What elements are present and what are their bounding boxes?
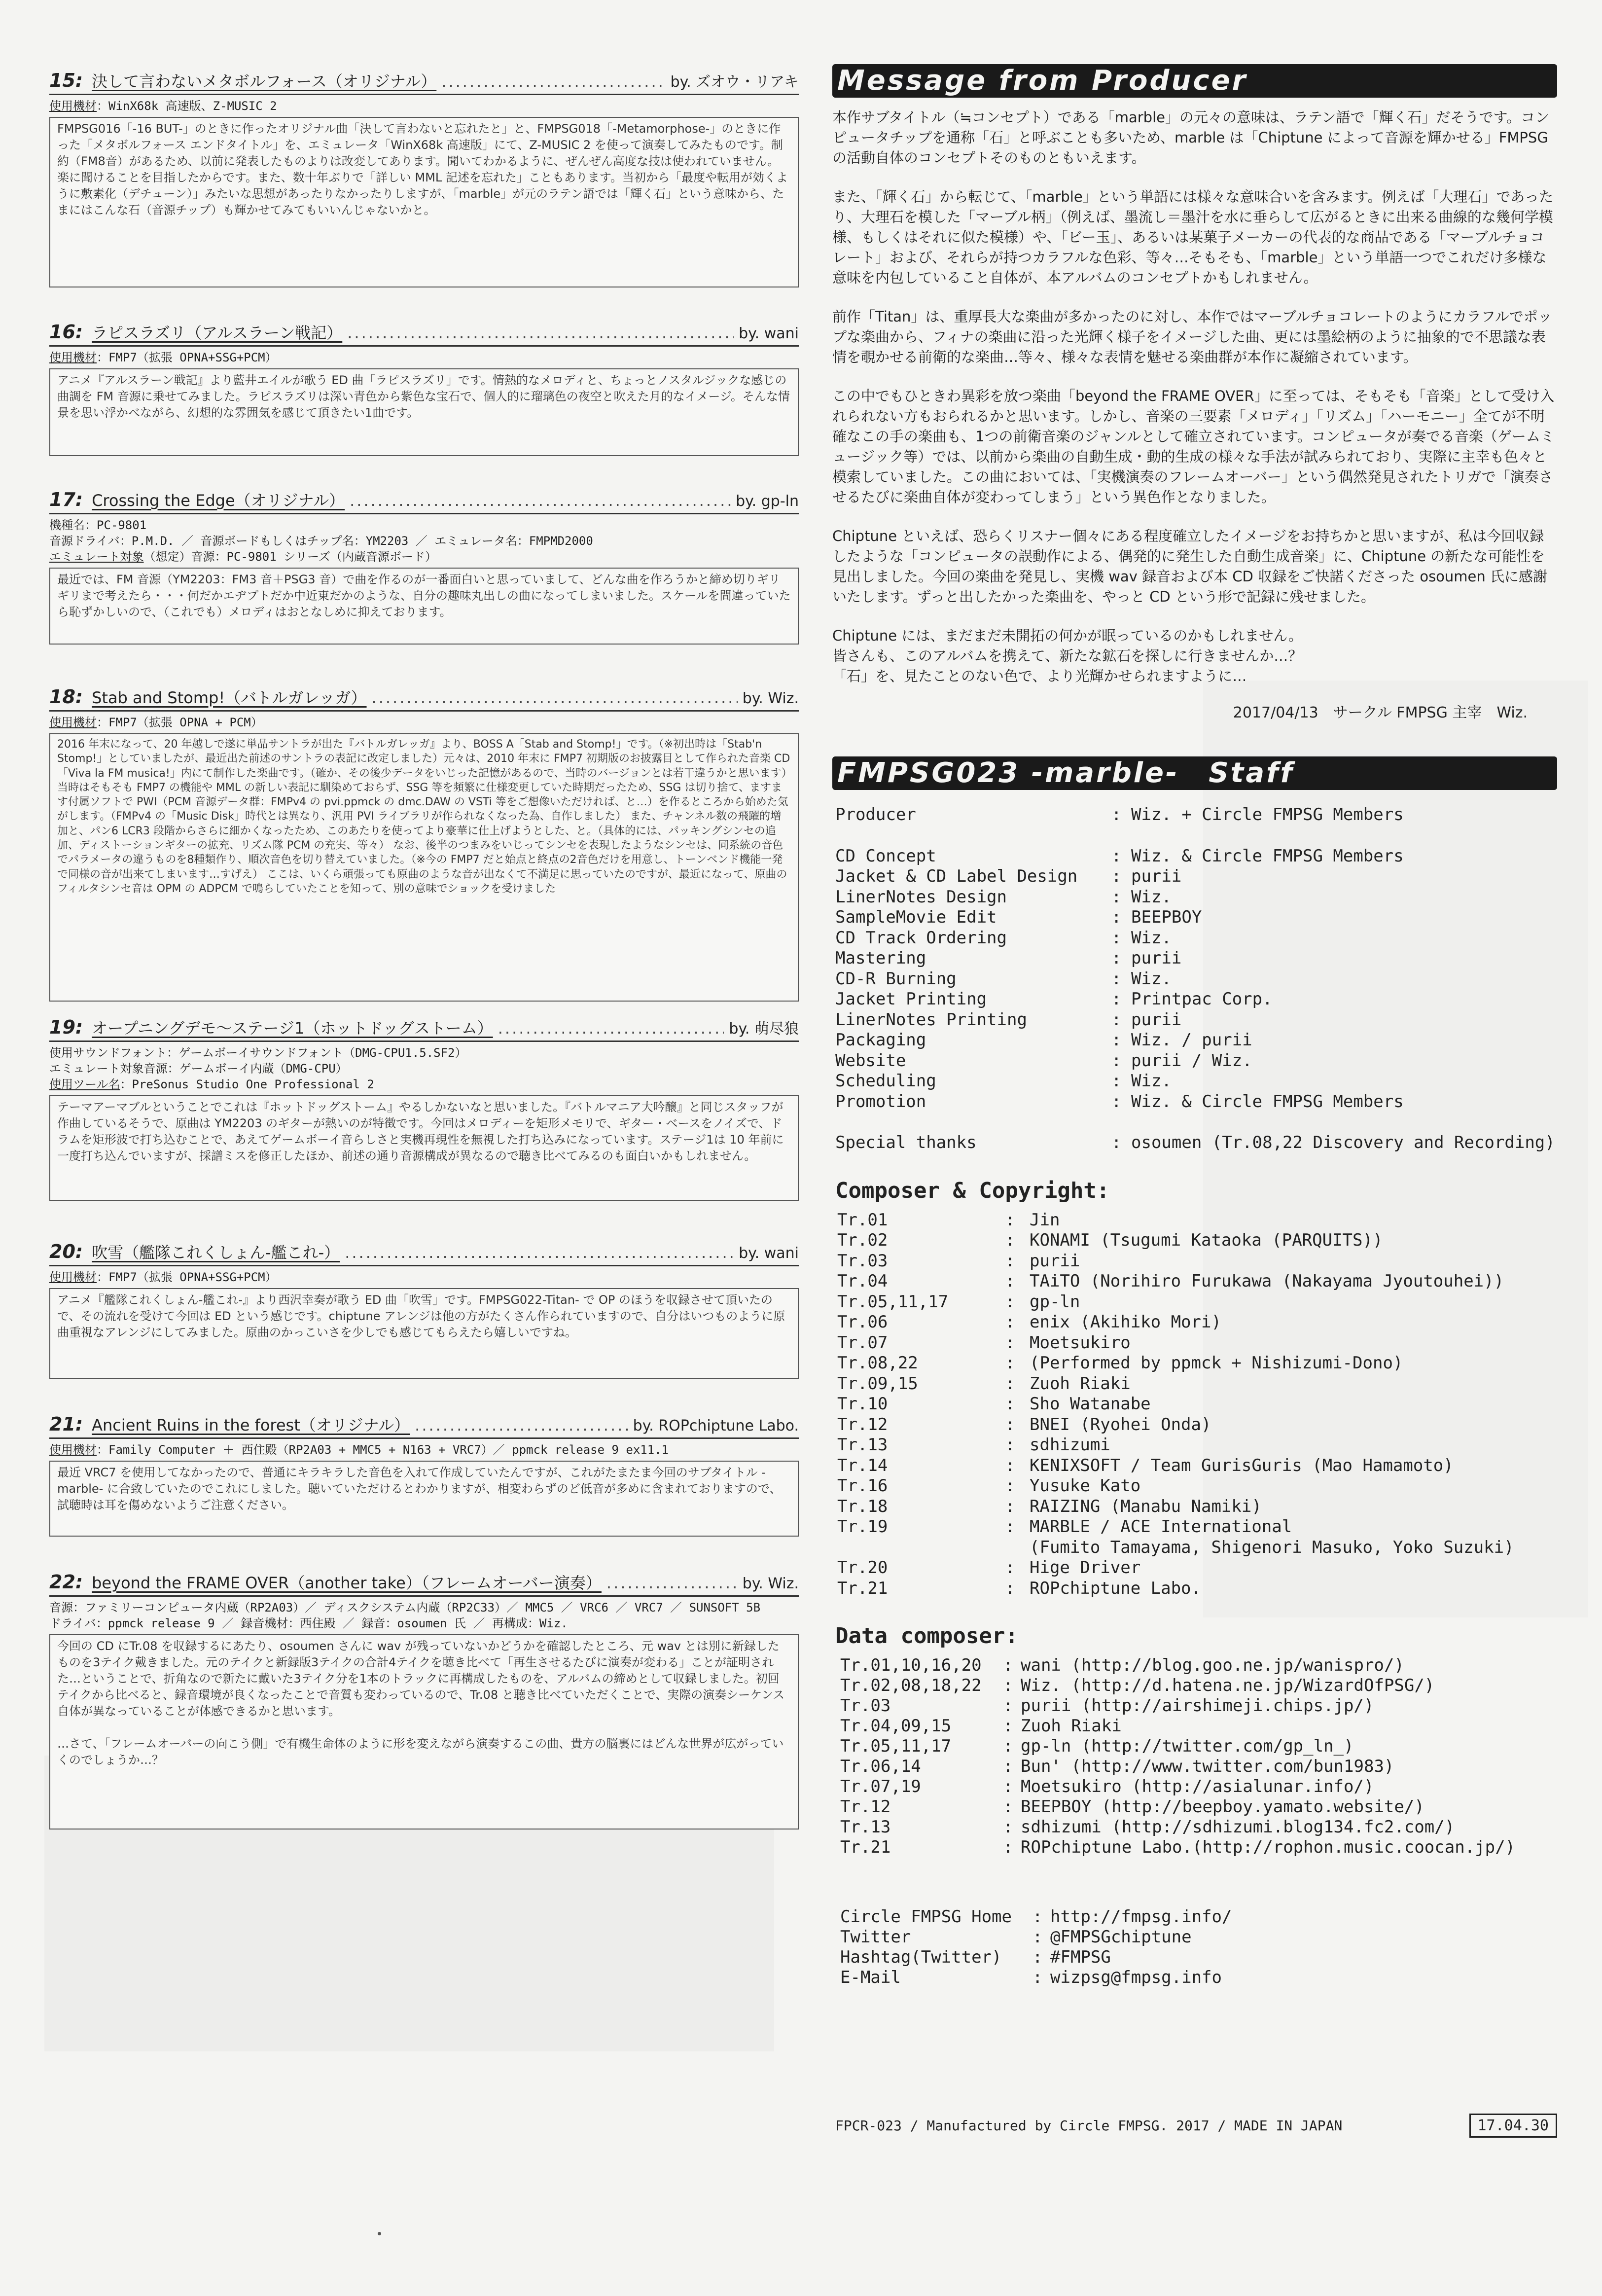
composer-row: Tr.01 : Jin [837,1210,1060,1230]
info-row: Circle FMPSG Home : http://fmpsg.info/ [840,1907,1232,1927]
homepage-link[interactable]: http://fmpsg.info/ [1050,1907,1232,1927]
staff-row: Website : purii / Wiz. [835,1050,1252,1071]
message-paragraph: Chiptune には、まだまだ未開拓の何かが眠っているのかもしれません。 皆さんも、このアルバムを携えて、新たな鉱石を探しに行きませんか…？ 「石」を、見たことのない色で、より光輝かせられますように… [832,627,1303,684]
print-date: 17.04.30 [1469,2114,1558,2138]
staff-row: LinerNotes Printing : purii [835,1009,1182,1030]
track-equipment [49,1269,799,1285]
composer-row: Tr.13 : sdhizumi [837,1435,1110,1455]
dot-leader [345,1243,734,1262]
staff-row: Jacket Printing : Printpac Corp. [835,989,1273,1009]
equipment-line: 使用機材：FMP7（拡張 OPNA + PCM） [49,716,263,729]
message-signature: 2017/04/13 サークル FMPSG 主宰 Wiz. [1233,704,1528,721]
message-paragraph: 前作「Titan」は、重厚長大な楽曲が多かったのに対し、本作ではマーブルチョコレートのようにカラフルでポップな楽曲から、フィナの楽曲に沿った光輝く様子をイメージした曲、更には墨絵柄のように抽象的で不思議な表情を覗かせる前衛的な楽曲…等々、様々な表情を魅せる楽曲群が本作に凝縮されています。 [832,308,1552,365]
spacer [835,1112,1557,1133]
message-paragraph: 本作サブタイトル（≒コンセプト）である「marble」の元々の意味は、ラテン語で「輝く石」だそうです。コンピュータチップを通称「石」と呼ぶことも多いため、marble は「Chiptune によって音源を輝かせる」FMPSG の活動自体のコンセプトそのものともいえます。 [832,109,1550,166]
track-description: テーマアーマブルということでこれは『ホットドッグストーム』やるしかないなと思いました。『バトルマニア大吟醸』と同じスタッフが作曲しているそうで、原曲は YM2203 のギターが熱いのが特徴です。今回はメロディーを矩形メモリで、ギター・ベースをノイズで、ドラムを矩形波で打ち込むことで、あえてゲームボーイ音らしさと実機再現性を無視した打ち込みになっています。ステージ1は 10 年前に一度打ち込んでいますが、採譜ミスを修正したほか、前述の通り音源構成が異なるので聴き比べてみるのも面白いかもしれません。 [49,1095,799,1201]
composer-row: Tr.16 : Yusuke Kato [837,1476,1141,1496]
track-title: Stab and Stomp!（バトルガレッガ） [92,688,367,707]
data-composer-list [840,1655,1557,1858]
track-credit: by. Wiz. [742,1575,799,1592]
track-number: 21: [49,1413,83,1435]
data-composer-row: Tr.02,08,18,22 : Wiz. (http://d.hatena.ne.jp/WizardOfPSG/) [840,1676,1435,1695]
track-note [49,1571,799,1847]
track-header [49,1016,799,1042]
composer-row: Tr.14 : KENIXSOFT / Team GurisGuris (Mao Hamamoto) [837,1455,1454,1475]
track-note [49,69,799,301]
staff-row: SampleMovie Edit : BEEPBOY [835,907,1202,927]
data-composer-row: Tr.21 : ROPchiptune Labo.(http://rophon.music.coocan.jp/) [840,1837,1516,1857]
track-description: 2016 年末になって、20 年越しで遂に単品サントラが出た『バトルガレッガ』より、BOSS A「Stab and Stomp!」です。（※初出時は「Stab'n Stomp!」としていましたが、最近出た前述のサントラの表記に改定しました）元々は、2010 年末に FMP7 初期版のお披露目として作られた音楽 CD「Viva la FM musica!」内にて制作した楽曲です。（確か、その後少データをいじった記憶があるので、当時のバージョンとは若干違うかと思います）当時はそもそも FMP7 の機能や MML の新しい表記に馴染めておらず、SSG 等を頻繁に仕様変更していた時期だったため、SSG は切り捨て、ますます付属ソフトで PWI（PCM 音源データ群：FMPv4 の pvi.ppmck の dmc.DAW の VSTi 等をご想像いただければ、と…）を作るところから始めた気がします。（FMPv4 の「Music Disk」時代とは異なり、汎用 PVI ライブラリが作られなくなった為、自作しました） また、チャンネル数の飛躍的増加と、パン6 LCR3 段階からさらに細かくなったため、このあたりを使ってより豪華に仕上げようとした、と。（具体的には、パッキングシンセの追加、ディストーションギターの拡充、リズム隊 PCM の充実、等々） なお、後半のつまみをいじってシンセを表現したようなシンセは、同系統の音色でパラメータの違うものを8種類作り、順次音色を切り替えていました。（※今の FMP7 だと始点と終点の2音色だけを用意し、トーンベンド機能一発で同様の音が出来てしまいます…すげえ） ここは、いくら頑張っても原曲のような音が出なくて不満足に思っていたのですが、最近になって、原曲のフィルタシンセ音は OPM の ADPCM で鳴らしていたことを知って、別の意味でショックを受けました [49,733,799,1002]
staff-row: Special thanks : osoumen (Tr.08,22 Discovery and Recording) [835,1133,1555,1152]
composer-row: Tr.03 : purii [837,1251,1080,1271]
track-title: Crossing the Edge（オリジナル） [92,491,345,510]
composer-row: Tr.09,15 : Zuoh Riaki [837,1373,1131,1394]
track-title: オープニングデモ～ステージ1（ホットドッグストーム） [92,1019,493,1038]
dot-leader [606,1574,738,1592]
equipment-line: 使用サウンドフォント：ゲームボーイサウンドフォント（DMG-CPU1.5.SF2） [49,1046,467,1060]
composer-list [837,1210,1557,1599]
track-title: ラピスラズリ（アルスラーン戦記） [92,323,343,342]
right-column [832,64,1557,1988]
staff-row: LinerNotes Design : Wiz. [835,887,1172,907]
equipment-line: エミュレート対象（想定）音源：PC-9801 シリーズ（内蔵音源ボード） [49,550,437,564]
dot-leader [350,491,731,510]
info-row: Hashtag(Twitter) : #FMPSG [840,1947,1111,1967]
data-composer-row: Tr.04,09,15 : Zuoh Riaki [840,1716,1122,1736]
track-description: アニメ『アルスラーン戦記』より藍井エイルが歌う ED 曲「ラピスラズリ」です。情熱的なメロディと、ちょっとノスタルジックな感じの曲調を FM 音源に乗せてみました。ラピスラズリは深い青色から紫色な宝石で、個人的に瑠璃色の夜空と吹えた月的なイメージ。そんな情景を思い浮かべながら、幻想的な雰囲気を感じて頂きたい1曲です。 [49,368,799,456]
composer-row: Tr.10 : Sho Watanabe [837,1394,1151,1414]
track-description: 最近 VRC7 を使用してなかったので、普通にキラキラした音色を入れて作成していたんですが、これがたまたま今回のサブタイトル -marble- に合致していたのでこれにしました。聴いていただけるとわかりますが、相変わらずのど低音が多めに含まれておりますので、試聴時は耳を傷めないようご注意ください。 [49,1461,799,1537]
staff-row: CD-R Burning : Wiz. [835,969,1172,989]
staff-row: CD Concept : Wiz. & Circle FMPSG Members [835,846,1404,866]
message-paragraph: Chiptune といえば、恐らくリスナー個々にある程度確立したイメージをお持ちかと思いますが、私は今回収録したような「コンピュータの誤動作による、偶発的に発生した自動生成音楽」に、Chiptune の新たな可能性を見出しました。今回の楽曲を発見し、実機 wav 録音および本 CD 収録をご快諾くださった osoumen 氏に感謝いたします。ずっと出したかった楽曲を、やっと CD という形で記録に残せました。 [832,528,1547,605]
twitter-handle[interactable]: @FMPSGchiptune [1050,1927,1192,1947]
track-header [49,1571,799,1597]
composer-row: Tr.07 : Moetsukiro [837,1332,1131,1353]
data-composer-row: Tr.03 : purii (http://airshimeji.chips.jp/) [840,1696,1374,1716]
stray-mark [378,2232,381,2235]
track-note [49,321,799,488]
circle-info [840,1907,1557,1988]
track-credit: by. ROPchiptune Labo. [633,1417,799,1435]
track-equipment [49,98,799,114]
track-title: beyond the FRAME OVER（another take）（フレームオーバー演奏） [92,1574,602,1592]
track-credit: by. wani [739,325,799,342]
track-number: 17: [49,489,83,510]
hashtag[interactable]: #FMPSG [1050,1947,1111,1967]
equipment-line: 音源：ファミリーコンピュータ内蔵（RP2A03）／ ディスクシステム内蔵（RP2C33）／ MMC5 ／ VRC6 ／ VRC7 ／ SUNSOFT 5B [49,1601,761,1614]
track-equipment [49,517,799,565]
footer [832,2114,1557,2138]
composer-row: (Fumito Tamayama, Shigenori Masuko, Yoko Suzuki) [1030,1537,1514,1557]
track-notes-column [49,69,799,1847]
track-equipment [49,715,799,730]
track-credit: by. 萌尽狼 [729,1020,799,1038]
equipment-line: 使用機材：WinX68k 高速版、Z-MUSIC 2 [49,99,277,113]
track-note [49,488,799,685]
track-description: アニメ『艦隊これくしょん-艦これ-』より西沢幸奏が歌う ED 曲「吹雪」です。FMPSG022-Titan- で OP のほうを収録させて頂いたので、その流れを受けて今回は ED という感じです。chiptune アレンジは他の方がたくさん作られていますので、自分はいつものように原曲重視なアレンジにしてみました。原曲のかっこいさを少しでも感じてもらえたら嬉しいですね。 [49,1288,799,1379]
track-header [49,69,799,95]
message-paragraph: また、「輝く石」から転じて、「marble」という単語には様々な意味合いを含みます。例えば「大理石」であったり、大理石を模した「マーブル柄」（例えば、墨流し＝墨汁を水に垂らして広がるときに出来る曲線的な幾何学模様、もしくはそれに似た模様）や、「ビー玉」、あるいは某菓子メーカーの代表的な商品である「マーブルチョコレート」および、それらが持つカラフルな色彩、等々…そもそも、「marble」という単語一つでこれだけ多様な意味を内包していること自体が、本アルバムのコンセプトかもしれません。 [832,188,1554,286]
track-equipment [49,1600,799,1631]
staff-row: CD Track Ordering : Wiz. [835,928,1172,948]
track-description: 最近では、FM 音源（YM2203：FM3 音＋PSG3 音）で曲を作るのが一番面白いと思っていまして、どんな曲を作ろうかと締め切りギリギリまで考えたら・・・何だかエヂプトだか中近東だかのような、自分の趣味丸出しの曲になってしまいました。スケールを間違っていたら恥ずかしいので、（これでも）メロディはおとなしめに抑えております。 [49,568,799,645]
equipment-line: 使用機材：Family Computer ＋ 西住殿（RP2A03 + MMC5 + N163 + VRC7）／ ppmck release 9 ex11.1 [49,1443,669,1457]
track-header [49,321,799,347]
staff-row: Scheduling : Wiz. [835,1071,1172,1091]
staff-row: Packaging : Wiz. / purii [835,1030,1252,1050]
track-note [49,685,799,1016]
track-credit: by. gp-ln [736,493,799,510]
track-header [49,488,799,514]
equipment-line: 機種名：PC-9801 [49,518,147,532]
track-title: Ancient Ruins in the forest（オリジナル） [92,1416,410,1435]
track-header [49,1413,799,1439]
data-composer-heading: Data composer: [835,1623,1018,1649]
info-row: E-Mail : wizpsg@fmpsg.info [840,1968,1222,1987]
track-number: 20: [49,1241,83,1262]
message-paragraph: この中でもひときわ異彩を放つ楽曲「beyond the FRAME OVER」に至っては、そもそも「音楽」として受け入れられない方もおられるかと思います。しかし、音楽の三要素「メロディ」「リズム」「ハーモニー」全てが不明確なこの手の楽曲も、1つの前衛音楽のジャンルとして確立されています。コンピュータが奏でる音楽（ゲームミュージック等）では、以前から楽曲の自動生成・動的生成の様々な手法が試みられており、実際に主幸も色々と模索していました。この曲においては、「実機演奏のフレームオーバー」という偶然発見されたトリガで「演奏させるたびに楽曲自体が変わってしまう」という異色作となりました。 [832,388,1555,505]
equipment-line: 使用機材：FMP7（拡張 OPNA+SSG+PCM） [49,351,277,364]
staff-row: Jacket & CD Label Design : purii [835,866,1182,886]
email-link[interactable]: wizpsg@fmpsg.info [1050,1968,1222,1987]
track-equipment [49,1045,799,1092]
track-note [49,1240,799,1413]
track-title: 決して言わないメタボルフォース（オリジナル） [92,72,437,91]
track-note [49,1016,799,1240]
data-composer-row: Tr.06,14 : Bun' (http://www.twitter.com/bun1983) [840,1757,1394,1776]
staff-row: Mastering : purii [835,948,1182,968]
dot-leader [498,1019,724,1038]
track-note [49,1413,799,1571]
track-header [49,1240,799,1266]
equipment-line: 使用機材：FMP7（拡張 OPNA+SSG+PCM） [49,1270,277,1284]
composer-row: Tr.20 : Hige Driver [837,1558,1141,1578]
composer-row: Tr.05,11,17 : gp-ln [837,1292,1080,1312]
dot-leader [347,323,734,342]
equipment-line: 使用ツール名：PreSonus Studio One Professional 2 [49,1077,374,1091]
track-number: 16: [49,321,83,343]
composer-row: Tr.04 : TAiTO (Norihiro Furukawa (Nakayama Jyoutouhei)) [837,1271,1504,1291]
composer-row: Tr.12 : BNEI (Ryohei Onda) [837,1414,1211,1435]
staff-row: Promotion : Wiz. & Circle FMPSG Members [835,1091,1404,1112]
composer-row: Tr.08,22 : (Performed by ppmck + Nishizumi-Dono) [837,1353,1403,1373]
track-number: 18: [49,686,83,708]
track-credit: by. Wiz. [742,690,799,707]
message-banner: Message from Producer [832,64,1557,98]
track-credit: by. ズオウ・リアキ [670,73,799,91]
footer-text: FPCR-023 / Manufactured by Circle FMPSG. 2017 / MADE IN JAPAN [835,2117,1343,2134]
track-description: 今回の CD にTr.08 を収録するにあたり、osoumen さんに wav が残っていないかどうかを確認したところ、元 wav とは別に新録したものを3テイク戴きました。元のテイクと新録版3テイクの合計4テイクを聴き比べて「再生させるたびに演奏が変わる」ことが証明された…ということで、折角なので新たに戴いた3テイク分を1本のトラックに再構成したものを、アルバムの締めとして収録しました。初回テイクから比べると、録音環境が良くなったことで音質も変わっているので、Tr.08 と聴き比べていただくことで、実際の演奏シーケンス自体が異なっていることが体感できるかと思います。 …さて、「フレームオーバーの向こう側」で有機生命体のように形を変えながら演奏するこの曲、貴方の脳裏にはどんな世界が広がっていくのでしょうか…？ [49,1634,799,1830]
data-composer-row: Tr.12 : BEEPBOY (http://beepboy.yamato.website/) [840,1797,1424,1817]
track-description: FMPSG016「-16 BUT-」のときに作ったオリジナル曲「決して言わないと忘れたと」と、FMPSG018「-Metamorphose-」のときに作った「メタボルフォース エンドタイトル」を、エミュレータ「WinX68k 高速版」にて、Z-MUSIC 2 を使って演奏してみたものです。制約（FM8音）があるため、以前に発表したものよりは改変してあります。聞いてわかるように、ぜんぜん高度な技は使われていません。楽に聞けることを目指したからです。また、数十年ぶりで「詳しい MML 記述を忘れた」こともあります。当初から「最度や転用が効くように敷素化（デチューン）」みたいな思想があったりなかったりしますが、「marble」が元のラテン語では「輝く石」という意味から、たまにはこんな石（音源チップ）も輝かせてみてもいいんじゃないかと。 [49,117,799,287]
equipment-line: ドライバ：ppmck release 9 ／ 録音機材：西住殿 ／ 録音：osoumen 氏 ／ 再構成：Wiz. [49,1616,568,1630]
staff-list [835,805,1557,1153]
equipment-line: 音源ドライバ：P.M.D. ／ 音源ボードもしくはチップ名：YM2203 ／ エミュレータ名：FMPMD2000 [49,534,593,548]
track-number: 19: [49,1016,83,1038]
info-row: Twitter : @FMPSGchiptune [840,1927,1192,1947]
composer-heading: Composer & Copyright: [835,1178,1110,1203]
track-title: 吹雪（艦隊これくしょん-艦これ-） [92,1243,340,1262]
staff-banner: FMPSG023 -marble- Staff [832,756,1557,790]
dot-leader [441,72,665,91]
track-equipment [49,1442,799,1458]
composer-row: Tr.21 : ROPchiptune Labo. [837,1578,1201,1598]
track-credit: by. wani [739,1245,799,1262]
track-header [49,685,799,712]
composer-row: Tr.18 : RAIZING (Manabu Namiki) [837,1496,1262,1516]
track-equipment [49,350,799,365]
dot-leader [372,688,738,707]
track-number: 22: [49,1571,83,1593]
producer-message [832,108,1557,686]
data-composer-row: Tr.05,11,17 : gp-ln (http://twitter.com/gp_ln_) [840,1736,1354,1756]
staff-row: Producer : Wiz. + Circle FMPSG Members [835,805,1404,825]
data-composer-row: Tr.13 : sdhizumi (http://sdhizumi.blog134.fc2.com/) [840,1817,1455,1837]
data-composer-row: Tr.07,19 : Moetsukiro (http://asialunar.info/) [840,1777,1374,1796]
spacer [835,825,1557,846]
data-composer-row: Tr.01,10,16,20 : wani (http://blog.goo.ne.jp/wanispro/) [840,1655,1404,1675]
composer-row: Tr.02 : KONAMI (Tsugumi Kataoka (PARQUITS)) [837,1230,1383,1250]
composer-row: Tr.06 : enix (Akihiko Mori) [837,1312,1221,1332]
equipment-line: エミュレート対象音源：ゲームボーイ内蔵（DMG-CPU） [49,1062,348,1076]
composer-row: Tr.19 : MARBLE / ACE International [837,1517,1292,1537]
dot-leader [415,1416,628,1435]
track-number: 15: [49,70,83,91]
